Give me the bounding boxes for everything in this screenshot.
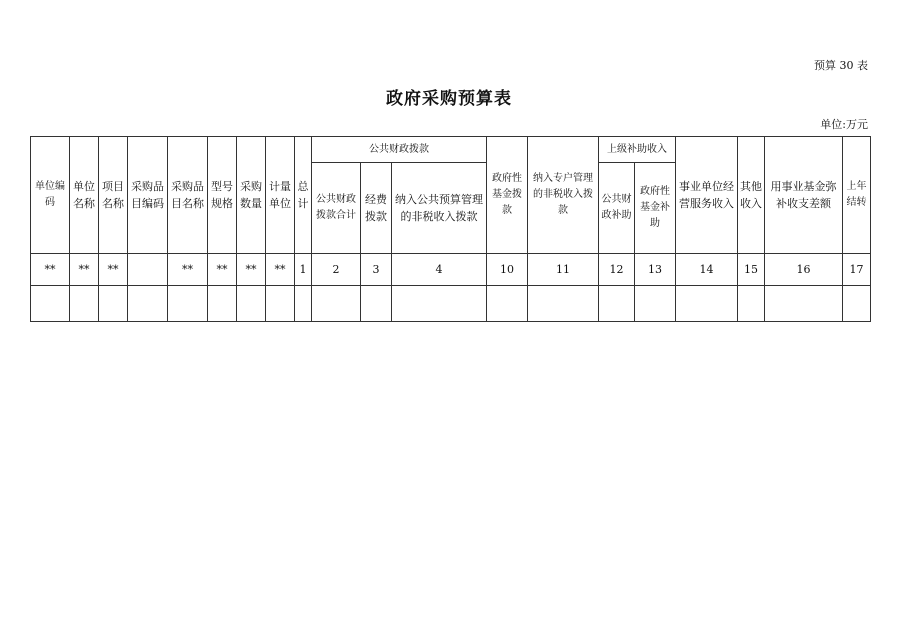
col-procure-item-name: 采购品目名称 <box>168 137 208 254</box>
col-other-income: 其他收入 <box>738 137 765 254</box>
table-cell: 2 <box>312 254 361 286</box>
table-cell: 4 <box>392 254 487 286</box>
table-cell: 10 <box>487 254 528 286</box>
table-cell: ** <box>237 254 266 286</box>
table-cell: ** <box>168 254 208 286</box>
col-group-public-finance: 公共财政拨款 <box>312 137 487 163</box>
table-cell: 3 <box>361 254 392 286</box>
col-non-tax-special: 纳入专户管理的非税收入拨款 <box>528 137 599 254</box>
table-cell: 11 <box>528 254 599 286</box>
col-procure-item-code: 采购品目编码 <box>128 137 168 254</box>
col-public-finance-total: 公共财政拨款合计 <box>312 163 361 254</box>
table-cell: 17 <box>843 254 871 286</box>
table-cell: ** <box>70 254 99 286</box>
empty-row <box>31 286 871 322</box>
col-public-finance-subsidy: 公共财政补助 <box>599 163 635 254</box>
table-cell: 15 <box>738 254 765 286</box>
col-fund-deficit: 用事业基金弥补收支差额 <box>765 137 843 254</box>
col-procure-qty: 采购数量 <box>237 137 266 254</box>
table-cell: ** <box>31 254 70 286</box>
unit-label: 单位:万元 <box>820 118 868 131</box>
table-cell: ** <box>266 254 295 286</box>
table-cell: 16 <box>765 254 843 286</box>
col-group-superior-subsidy: 上级补助收入 <box>599 137 676 163</box>
procurement-budget-table <box>30 136 871 322</box>
table-cell: 14 <box>676 254 738 286</box>
table-cell: 13 <box>635 254 676 286</box>
table-cell: ** <box>208 254 237 286</box>
col-model-spec: 型号规格 <box>208 137 237 254</box>
col-gov-fund: 政府性基金拨款 <box>487 137 528 254</box>
table-cell: ** <box>99 254 128 286</box>
col-operating-funds: 经费拨款 <box>361 163 392 254</box>
col-project-name: 项目名称 <box>99 137 128 254</box>
col-gov-fund-subsidy: 政府性基金补助 <box>635 163 676 254</box>
col-non-tax-in-budget: 纳入公共预算管理的非税收入拨款 <box>392 163 487 254</box>
col-total: 总计 <box>295 137 312 254</box>
col-measure-unit: 计量单位 <box>266 137 295 254</box>
index-row <box>31 254 871 286</box>
col-unit-name: 单位名称 <box>70 137 99 254</box>
form-number: 预算 30 表 <box>814 59 868 72</box>
table-cell: 12 <box>599 254 635 286</box>
table-cell: 1 <box>295 254 312 286</box>
col-prev-year-carry: 上年结转 <box>843 137 871 254</box>
page-title: 政府采购预算表 <box>386 89 512 109</box>
col-unit-code: 单位编码 <box>31 137 70 254</box>
table-cell <box>128 254 168 286</box>
header-row-1 <box>31 137 871 163</box>
col-business-income: 事业单位经营服务收入 <box>676 137 738 254</box>
